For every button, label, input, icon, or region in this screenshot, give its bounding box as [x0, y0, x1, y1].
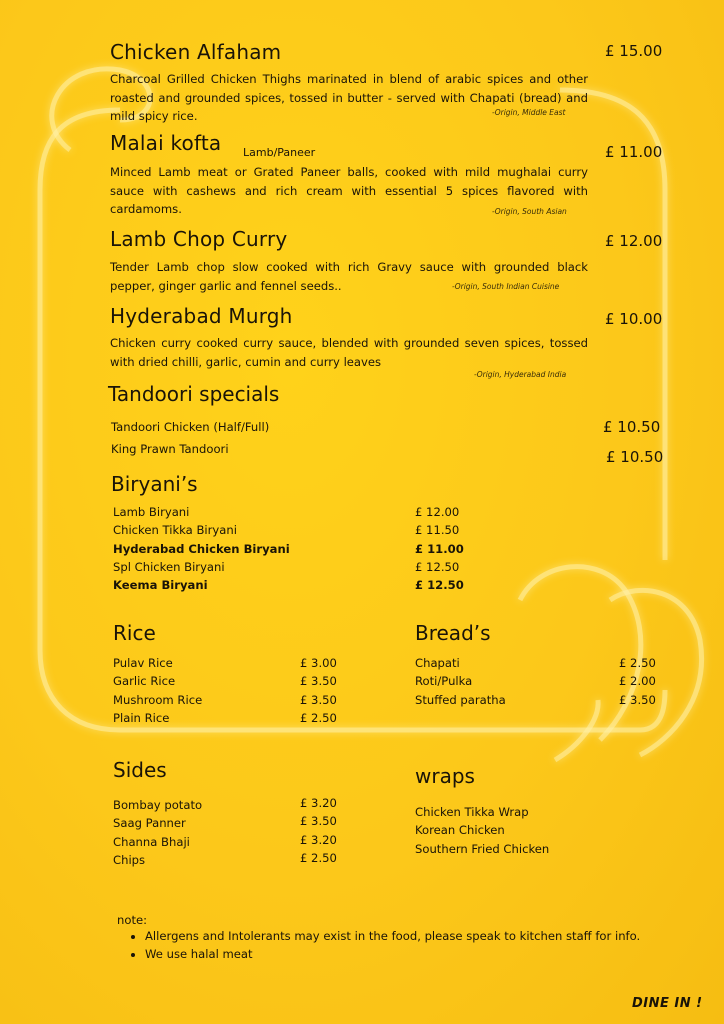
menu-item-name: Saag Panner: [113, 816, 186, 831]
menu-item-price: £ 2.50: [619, 656, 656, 670]
menu-item-name: Tandoori Chicken (Half/Full): [111, 420, 270, 434]
menu-item-name: Chapati: [415, 656, 460, 670]
item-name: Chicken Alfaham: [110, 40, 282, 64]
rice-prices: [300, 654, 337, 727]
menu-item-price: £ 2.50: [300, 850, 337, 865]
note-block: [117, 913, 677, 964]
menu-item-price: £ 2.50: [300, 710, 337, 725]
menu-item-price: £ 10.50: [606, 448, 664, 466]
menu-item-name: Lamb Biryani: [113, 505, 190, 519]
note-label: note:: [117, 913, 148, 927]
menu-item-name: King Prawn Tandoori: [111, 442, 229, 456]
menu-item-price: £ 11.50: [415, 523, 460, 538]
menu-item-name: Hyderabad Chicken Biryani: [113, 541, 290, 556]
item-origin: -Origin, South Indian Cuisine: [452, 282, 560, 291]
menu-item-name: Korean Chicken: [415, 823, 505, 838]
section-title-wraps: wraps: [415, 764, 475, 788]
menu-item-price: £ 3.50: [300, 692, 337, 707]
section-title-breads: Bread’s: [415, 621, 491, 645]
item-price: £ 10.00: [605, 310, 663, 328]
item-name: Hyderabad Murgh: [110, 304, 293, 328]
biryani-prices: [415, 503, 464, 594]
menu-item-price: £ 3.50: [300, 814, 337, 829]
menu-item-name: Roti/Pulka: [415, 674, 473, 689]
section-title-tandoori: Tandoori specials: [108, 382, 280, 406]
item-name: Malai kofta: [110, 131, 222, 155]
note-list: [117, 927, 677, 964]
item-price: £ 12.00: [605, 232, 663, 250]
menu-item-name: Chips: [113, 852, 146, 867]
biryani-names: [113, 503, 290, 594]
item-description: Charcoal Grilled Chicken Thighs marinated in blend of arabic spices and other roasted and grounded spices, tossed in butter - served with Chapati (bread) and mild spicy rice.: [110, 72, 588, 123]
menu-item-name: Garlic Rice: [113, 674, 176, 689]
menu-item-price: £ 3.50: [619, 692, 656, 707]
menu-item-name: Plain Rice: [113, 710, 170, 725]
rice-names: [113, 654, 202, 727]
menu-item-name: Pulav Rice: [113, 656, 173, 670]
bread-prices: [619, 654, 656, 709]
item-price: £ 11.00: [605, 143, 663, 161]
item-price: £ 15.00: [605, 42, 663, 60]
menu-item-name: Spl Chicken Biryani: [113, 559, 225, 574]
menu-item-name: Bombay potato: [113, 798, 203, 812]
menu-item-name: Southern Fried Chicken: [415, 841, 550, 856]
item-description: Tender Lamb chop slow cooked with rich Gravy sauce with grounded black pepper, ginger garlic and fennel seeds..: [110, 260, 588, 293]
note-item: • We use halal meat: [145, 945, 677, 963]
menu-item-name: Chicken Tikka Wrap: [415, 805, 529, 819]
item-description: Chicken curry cooked curry sauce, blended with grounded seven spices, tossed with dried chilli, garlic, cumin and curry leaves: [110, 336, 588, 369]
item-origin: -Origin, Middle East: [492, 108, 566, 117]
menu-item-price: £ 12.00: [415, 505, 460, 519]
menu-item-name: Keema Biryani: [113, 578, 208, 593]
menu-item-name: Channa Bhaji: [113, 834, 190, 849]
item-origin: -Origin, South Asian: [492, 207, 567, 216]
sides-prices: [300, 794, 337, 867]
menu-item-price: £ 3.00: [300, 656, 337, 670]
wraps-names: [415, 803, 549, 858]
section-title-biryani: Biryani’s: [111, 472, 198, 496]
item-description: Minced Lamb meat or Grated Paneer balls, cooked with mild mughalai curry sauce with cashews and rich cream with essential 5 spices flavored with cardamoms.: [110, 165, 588, 216]
section-title-rice: Rice: [113, 621, 156, 645]
note-item: • Allergens and Intolerants may exist in the food, please speak to kitchen staff for info.: [145, 927, 677, 945]
menu-item-name: Stuffed paratha: [415, 692, 506, 707]
menu-item-price: £ 11.00: [415, 541, 464, 556]
item-name: Lamb Chop Curry: [110, 227, 288, 251]
menu-item-price: £ 12.50: [415, 578, 464, 593]
menu-item-price: £ 2.00: [619, 674, 656, 689]
bread-names: [415, 654, 506, 709]
dine-in-label: DINE IN !: [632, 996, 703, 1011]
menu-item-name: Chicken Tikka Biryani: [113, 523, 237, 538]
menu-item-price: £ 3.50: [300, 674, 337, 689]
menu-item-price: £ 3.20: [300, 796, 337, 810]
section-title-sides: Sides: [113, 758, 167, 782]
sides-names: [113, 796, 202, 869]
item-subtitle: Lamb/Paneer: [243, 146, 316, 159]
item-origin: -Origin, Hyderabad India: [474, 370, 567, 379]
menu-item-price: £ 12.50: [415, 559, 460, 574]
menu-item-name: Mushroom Rice: [113, 692, 203, 707]
menu-item-price: £ 10.50: [603, 418, 661, 436]
menu-item-price: £ 3.20: [300, 832, 337, 847]
